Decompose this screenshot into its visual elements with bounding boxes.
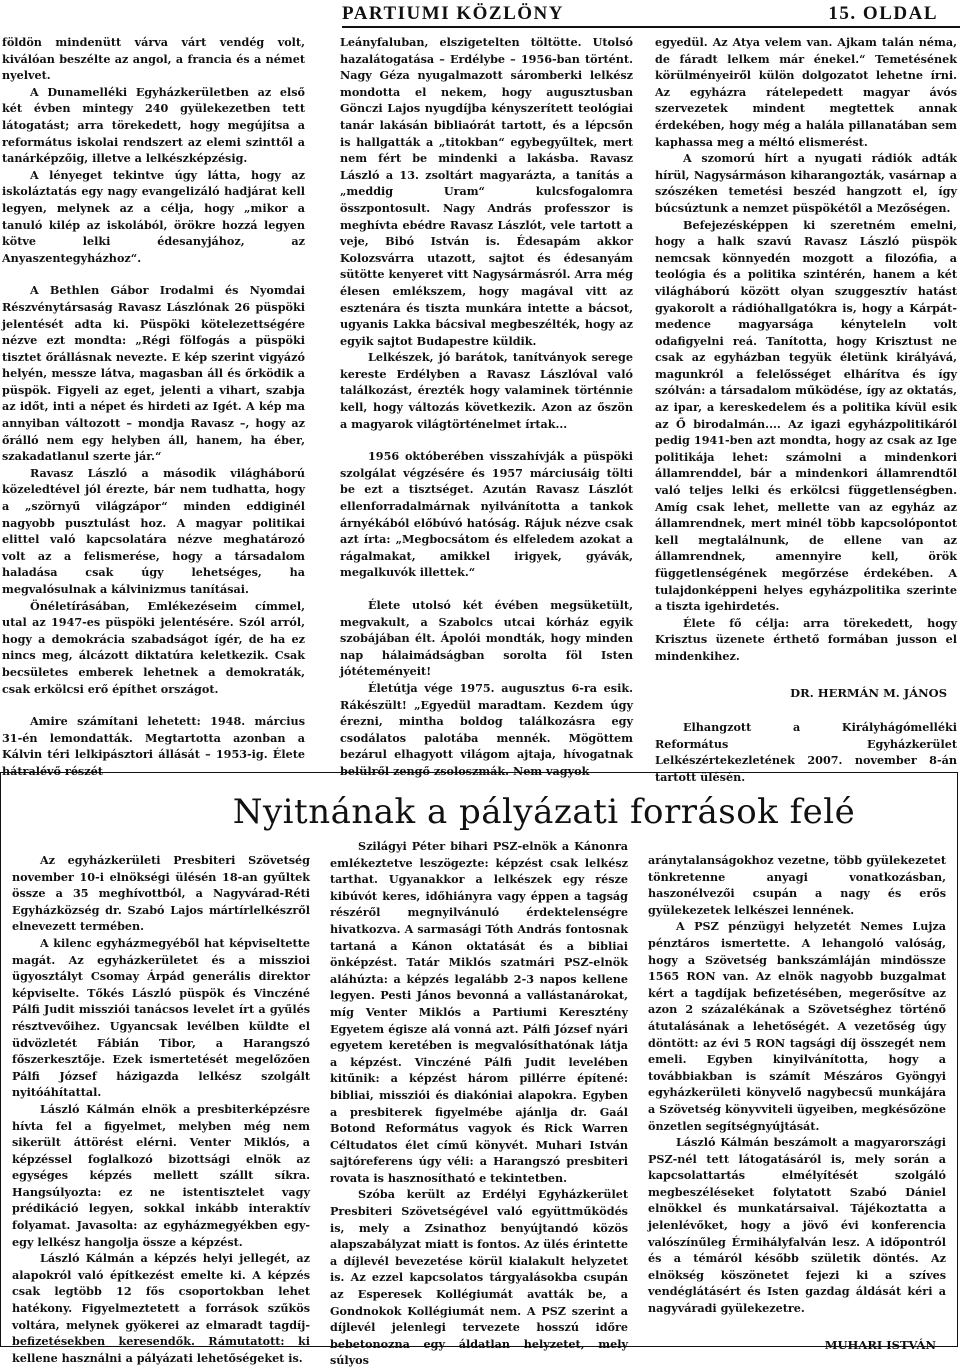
obituary-column-3 (655, 34, 957, 784)
paragraph: Életútja vége 1975. augusztus 6-ra esik. Rákészült! „Egyedül maradtam. Kezdem úgy érezni, mintha boldog találkozásra egy csodálatos palotába mennék. Mögöttem bezárul elhagyott világom ajtaja, hívogatnak belülről zengő zsoloszmák. Nem vagyok (340, 680, 633, 778)
paragraph: Befejezésképpen ki szeretném emelni, hogy a halk szavú Ravasz László püspök nemcsak könnyedén mozgott a filozófia, a teológia és a politika szintérén, hanem a két világháború között olyan szuggesztív hatást gyakorolt a rádióhallgatókra is, hogy a Kárpát-medence magyarsága kényteleln volt odafigyelni reá. Tanította, hogy Krisztust ne csak az egyházban tegyük életünk királyává, magunkról a felelősséget elhárítva és így szólván: a társadalom működése, így az oktatás, az ipar, a kereskedelem és a politika kívül esik az Ő birodalmán.... Az igazi egyházpolitikáról pedig 1941-ben azt mondta, hogy az csak az Ige politikája lehet: számolni a mindenkori államrenddel, bár a mindenkori államrendtől való teljes lelki és erkölcsi függetlenségben. Amíg csak lehet, mellette van az egyház az államrendnek, mert minél több kapcsolópontot kell megtalálnunk, de ellene van az államrendnek, amennyire kell, örök függetlenségének megőrzése érdekében. A tulajdonképpeni helyes egyházpolitika szerinte a tiszta igehirdetés. (655, 217, 957, 614)
paragraph: földön mindenütt várva várt vendég volt, kiválóan beszélte az angol, a francia és a német nyelvet. (2, 35, 305, 83)
obituary-column-1 (2, 34, 305, 778)
paragraph: egyedül. Az Atya velem van. Ajkam talán néma, de fáradt lelkem már énekel.“ Temetésének körülményeiről külön dolgozatot lehetne írni. Az egyházra rátelepedett magyar ávós szervezetek mindent megtettek annak érdekében, hogy még a halála pillanatában sem kaphassa meg a méltó elismerést. (655, 35, 957, 149)
masthead: PARTIUMI KÖZLÖNY (342, 3, 564, 24)
paragraph: Szilágyi Péter bihari PSZ-elnök a Kánonra emlékeztetve leszögezte: képzést csak lelkész tarthat. Ugyanakkor a lelkészek egy része kibúvót keres, időhiányra vagy éppen a tagság részéről megnyilvánuló érdektelenségre hivatkozva. A sarmasági Tóth András fontosnak tartaná a Kánon oktatását és a bibliai önképzést. Tatár Miklós szatmári PSZ-elnök aláhúzta: a képzés legalább 2-3 napos kellene legyen. Pesti János bevonná a vallástanárokat, míg Venter Miklós a Partiumi Keresztény Egyetem égisze alá vonná azt. Pálfi József nyári egyetem keretében is megvalósíthatónak látja a képzést. Vinczéné Pálfi Judit levelében kitűnik: a képzést három pillérre építené: bibliai, missziói és diakóniai alapokra. Egyben a presbiterek figyelmébe ajánlja dr. Gaál Botond Református vagyok és Rick Warren Céltudatos élet című könyvét. Muhari István sajtóreferens úgy véli: a Harangszó presbiteri rovata is hasznosítható e tekintetben. (330, 839, 628, 1185)
paragraph: A kilenc egyházmegyéből hat képviseltette magát. Az egyházkerületet és a misszioi ügyosztályt Csomay Árpád generális direktor képviselte. Tőkés László püspök és Vinczéné Pálfi Judit missziói tanácsos levelet írt a gyűlés résztvevőihez. Ugyancsak levélben küldte el üdvözletét Fábián Tibor, a Harangszó főszerkesztője. Ezek ismertetését megelőzően Pálfi József házigazda lelkész szolgált nyitóáhítattal. (12, 935, 310, 1100)
paragraph: Leányfaluban, elszigetelten töltötte. Utolsó hazalátogatása – Erdélybe – 1956-ban történt. Nagy Géza nyugalmazott sáromberki lelkész mondotta el nekem, hogy augusztusban Gönczi Lajos nyugdíjba kényszerített teológiai tanár lakásán bibliaórát tartott, és a lépcsőn is hallgatták a „titokban“ egybegyűltek, mert nem fért be mindenki a lakásba. Ravasz László a 13. zsoltárt magyarázta, a tanítás a „meddig Uram“ kulcsfogalomra összpontosult. Nagy András professzor is meghívta ebédre Ravasz Lászlót, vele tartott a veje, Bibó István is. Édesapám akkor Kolozsvárra utazott, sajtot és édesanyám sütötte kenyeret vitt Nagysármásról. Arra még élesen emlékszem, hogy magával vitt az esztenára és tiszta munkára intette a bácsot, ugyanis Lakka bácsival megbeszélték, hogy az egyik sajtot Budapestre küldik. (340, 35, 633, 348)
obituary-column-2 (340, 34, 633, 778)
article-column-1 (12, 852, 310, 1365)
paragraph: Ravasz László a második világháború közeledtével jól érezte, bár nem tudhatta, hogy a „szörnyű világzápor“ minden eddiginél nagyobb pusztulást hoz. A magyar politikai elittel való kapcsolatára nézve meghatározó volt az a felismerése, hogy a társadalom haladása csak úgy lehetséges, ha megvalósulnak a kálvinizmus tanításai. (2, 465, 305, 596)
paragraph: aránytalanságokhoz vezetne, több gyülekezetet tönkretenne anyagi vonatkozásban, haszonélvezői csupán a nagy és erős gyülekezetek lelkészei lennének. (648, 853, 946, 917)
page-number: 15. OLDAL (828, 3, 938, 24)
paragraph: Amire számítani lehetett: 1948. március 31-én lemondatták. Megtartotta azonban a Kálvin téri lelkipásztori állását – 1953-ig. Élete hátralévő részét (2, 714, 305, 778)
paragraph: Az egyházkerületi Presbiteri Szövetség november 10-i elnökségi ülésén 18-an gyűltek össze a 35 meghívottból, a Nagyvárad-Réti Egyházközség dr. Szabó Lajos mártírlelkészről elnevezett termében. (12, 853, 310, 934)
paragraph: A Dunamelléki Egyházkerületben az első két évben mintegy 240 gyülekezetben tett látogatást; arra törekedett, hogy megújítsa a református iskolai rendszert az elemi szinttől a tanárképzőig, illetve a lelkészképzésig. (2, 84, 305, 166)
paragraph: A szomorú hírt a nyugati rádiók adták hírül, Nagysármáson kiharangozták, vasárnap a szószéken temetési beszéd hangzott el, így búcsúztunk a nemzet püspökétől a Mezőségen. (655, 151, 957, 215)
article-column-2 (330, 838, 628, 1368)
paragraph: 1956 októberében visszahívják a püspöki szolgálat végzésére és 1957 márciusáig tölti be ezt a tisztséget. Azután Ravasz Lászlót ellenforradalmárnak nyilvánította a tankok árnyékából előbúvó hatóság. Rájuk nézve csak azt írta: „Megbocsátom és elfeledem azokat a rágalmakat, amikkel irigyek, gyávák, megalkuvók illettek.“ (340, 449, 633, 580)
paragraph: László Kálmán a képzés helyi jellegét, az alapokról való építkezést emelte ki. A képzés csak legtöbb 12 fős csoportokban lehet hatékony. Figyelmeztetett a források szűkös voltára, melynek gyökerei az elmaradt tagdíj-befizetésekben keresendők. Rámutatott: ki kellene használni a pályázati lehetőségeket is. (12, 1251, 310, 1365)
page-header (0, 0, 960, 28)
source-note: Elhangzott a Királyhágómelléki Református Egyházkerület Lelkészértekezletének 2007. november 8-án tartott ülésén. (655, 720, 957, 784)
author-signature: MUHARI ISTVÁN (824, 1337, 936, 1352)
paragraph: A Bethlen Gábor Irodalmi és Nyomdai Részvénytársaság Ravasz Lászlónak 26 püspöki jelentését adta ki. Püspöki kötelezettségére nézve ezt mondta: „Régi fölfogás a püspöki tisztet őrállásnak nevezte. E kép szerint vigyázó helyén, messze látva, magasban áll és őrködik a püspök. Figyeli az eget, jelenti a vihart, szabja az időt, inti a népet és hirdeti az Igét. A kép ma annyiban változott – mondja Ravasz –, hogy az őrálló nem egy helyben áll, hanem, ha éber, szakadatlanul szerte jár.“ (2, 283, 305, 464)
article-column-3 (648, 852, 946, 1352)
paragraph: Lelkészek, jó barátok, tanítványok serege kereste Erdélyben a Ravasz Lászlóval való találkozást, érezték hogy valaminek történnie kell, hogy változás következik. Azon az őszön a magyarok világtörténelmet írtak... (340, 350, 633, 431)
author-signature: DR. HERMÁN M. JÁNOS (790, 685, 947, 700)
paragraph: Szóba került az Erdélyi Egyházkerület Presbiteri Szövetségével való együttműködés is, mely a Zsinathoz benyújtandó közös alapszabályzat miatt is fontos. Az ülés érintette a díjlevél bevezetése körül kialakult helyzetet is. Az ezzel kapcsolatos tárgyalásokba csupán az Esperesek Kollégiumát avatták be, a Gondnokok Kollégiumát nem. A PSZ szerint a díjlevél jelenlegi tervezete hosszú időre bebetonozna egy áldatlan helyzetet, mely súlyos (330, 1187, 628, 1368)
paragraph: A lényeget tekintve úgy látta, hogy az iskoláztatás egy nagy evangelizáló hadjárat kell legyen, melynek az a célja, hogy „mikor a tanuló kilép az iskolából, örökre hozzá legyen kötve lelki édesanyjához, az Anyaszentegyházhoz“. (2, 167, 305, 265)
article-title: Nyitnának a pályázati források felé (232, 792, 856, 832)
header-rule (342, 26, 960, 28)
paragraph: A PSZ pénzügyi helyzetét Nemes Lujza pénztáros ismertette. A lehangoló valóság, hogy a Szövetség bankszámláján mindössze 1565 RON van. Az elnök nagyobb buzgalmat kért a tagdíjak befizetésében, megerősítve az azon 2 százalékának a Szövetséghez történő átutalásának a lehetőségét. A vezetőség úgy döntött: az évi 5 RON tagsági díj összegét nem emeli. Egyben kinyilvánította, hogy a továbbiakban is számít Mészáros Gyöngyi egyházkerületi könyvelő nagybecsű munkájára a Szövetség könyvviteli ügyeiben, megkésőzöne önzetlen segítségnyújtását. (648, 919, 946, 1133)
paragraph: László Kálmán beszámolt a magyarországi PSZ-nél tett látogatásáról is, mely során a kapcsolattartás elmélyítését szolgáló megbeszéléseket folytatott Szabó Dániel elnökkel és munkatársaival. Tájékoztatta a jelenlévőket, hogy a jövő évi konferencia valószínűleg Érmihályfalván lesz. A időpontról és a témáról később születik döntés. Az elnökség köszönetet fejezi ki a szíves vendéglátásért és Isten gazdag áldását kéri a nagyváradi gyülekezetre. (648, 1135, 946, 1316)
paragraph: Élete fő célja: arra törekedett, hogy Krisztus üzenete érthető formában jusson el mindenkihez. (655, 615, 957, 663)
paragraph: Élete utolsó két évében megsüketült, megvakult, a Szabolcs utcai kórház egyik szobájában élt. Ápolói mondták, hogy minden nap hálaimádságban sorolta föl Isten jótéteményeit! (340, 598, 633, 679)
paragraph: László Kálmán elnök a presbiterképzésre hívta fel a figyelmet, melyben még nem sikerült áttörést elérni. Venter Miklós, a képzéssel foglalkozó bizottsági elnök az egységes képzés mellett szállt síkra. Hangsúlyozta: ez ne istentisztelet vagy prédikáció legyen, sokkal inkább interaktív folyamat. Javasolta: az egyházmegyékben egy-egy lelkész hangolja össze a képzést. (12, 1101, 310, 1249)
paragraph: Önéletírásában, Emlékezéseim címmel, utal az 1947-es püspöki jelentésére. Szól arról, hogy a demokrácia szabadságot ígér, de ha ez nincs meg, álcázott diktatúra keletkezik. Csak becsületes emberek lehetnek a demokraták, csak erkölcsi erő építhet országot. (2, 598, 305, 696)
